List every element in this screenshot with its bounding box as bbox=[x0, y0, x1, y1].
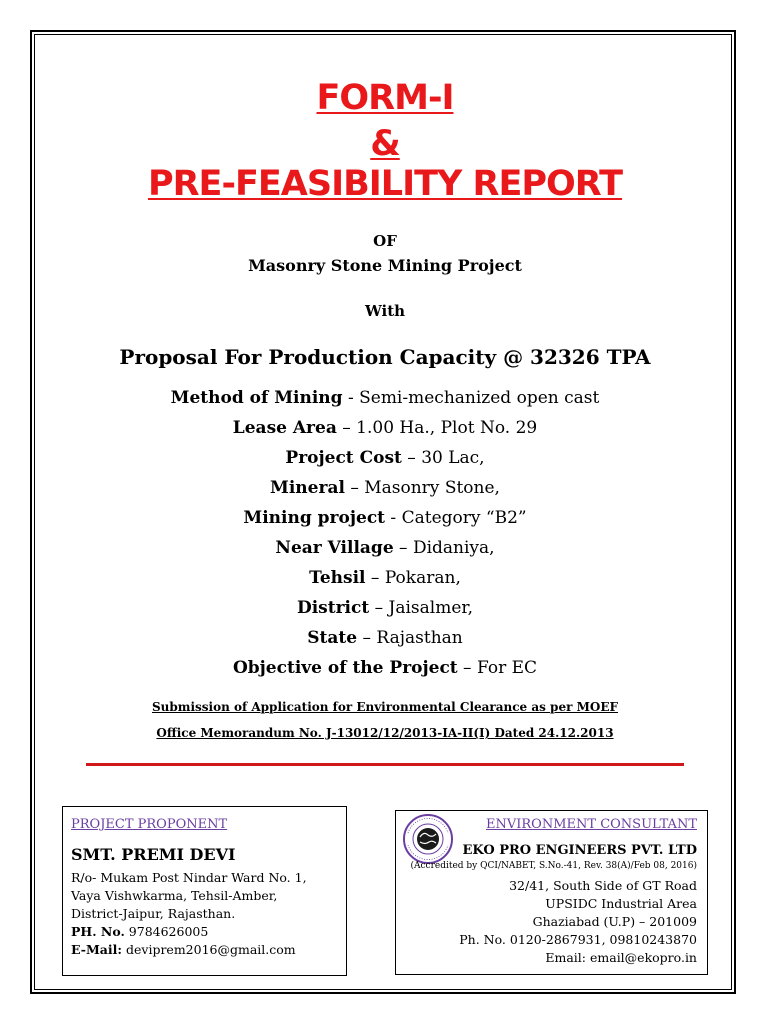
proponent-address bbox=[71, 869, 307, 959]
proponent-address-line: District-Jaipur, Rajasthan. bbox=[71, 906, 236, 921]
proponent-heading: PROJECT PROPONENT bbox=[71, 817, 228, 832]
detail-project-cost: Project Cost – 30 Lac, bbox=[285, 448, 485, 468]
environment-consultant-box bbox=[395, 810, 708, 975]
submission-note: Submission of Application for Environmental Clearance as per MOEF bbox=[152, 700, 618, 714]
of-label: OF bbox=[373, 232, 397, 250]
red-divider bbox=[86, 763, 684, 766]
consultant-phone: Ph. No. 0120-2867931, 09810243870 bbox=[459, 932, 697, 947]
consultant-accreditation: (Accredited by QCI/NABET, S.No.-41, Rev. 38(A)/Feb 08, 2016) bbox=[410, 861, 697, 871]
proponent-phone: PH. No. 9784626005 bbox=[71, 924, 209, 939]
detail-lease-area: Lease Area – 1.00 Ha., Plot No. 29 bbox=[232, 418, 538, 438]
consultant-address bbox=[459, 877, 697, 967]
consultant-heading: ENVIRONMENT CONSULTANT bbox=[486, 817, 697, 832]
detail-method: Method of Mining - Semi-mechanized open cast bbox=[170, 388, 600, 408]
proponent-address-line: R/o- Mukam Post Nindar Ward No. 1, bbox=[71, 870, 307, 885]
with-label: With bbox=[364, 302, 406, 320]
detail-district: District – Jaisalmer, bbox=[296, 598, 474, 618]
project-name: Masonry Stone Mining Project bbox=[248, 256, 522, 275]
consultant-name: EKO PRO ENGINEERS PVT. LTD bbox=[462, 843, 697, 858]
consultant-address-line: Ghaziabad (U.P) – 201009 bbox=[532, 914, 697, 929]
detail-tehsil: Tehsil – Pokaran, bbox=[309, 568, 461, 588]
office-memorandum-note: Office Memorandum No. J-13012/12/2013-IA-II(I) Dated 24.12.2013 bbox=[156, 726, 614, 740]
proponent-address-line: Vaya Vishwkarma, Tehsil-Amber, bbox=[71, 888, 278, 903]
consultant-address-line: 32/41, South Side of GT Road bbox=[509, 878, 697, 893]
report-title: PRE-FEASIBILITY REPORT bbox=[147, 164, 623, 204]
detail-state: State – Rajasthan bbox=[307, 628, 463, 648]
detail-mineral: Mineral – Masonry Stone, bbox=[270, 478, 500, 498]
globe-seal-icon bbox=[402, 813, 454, 865]
project-proponent-box bbox=[62, 806, 347, 976]
form-title: FORM-I bbox=[316, 78, 454, 118]
proponent-email: E-Mail: deviprem2016@gmail.com bbox=[71, 942, 296, 957]
consultant-address-line: UPSIDC Industrial Area bbox=[545, 896, 697, 911]
title-ampersand: & bbox=[370, 124, 400, 164]
detail-objective: Objective of the Project – For EC bbox=[232, 658, 538, 678]
proponent-name: SMT. PREMI DEVI bbox=[71, 845, 236, 864]
detail-village: Near Village – Didaniya, bbox=[275, 538, 495, 558]
consultant-email: Email: email@ekopro.in bbox=[545, 950, 697, 965]
detail-category: Mining project - Category “B2” bbox=[243, 508, 527, 528]
proposal-line: Proposal For Production Capacity @ 32326 TPA bbox=[119, 345, 651, 369]
